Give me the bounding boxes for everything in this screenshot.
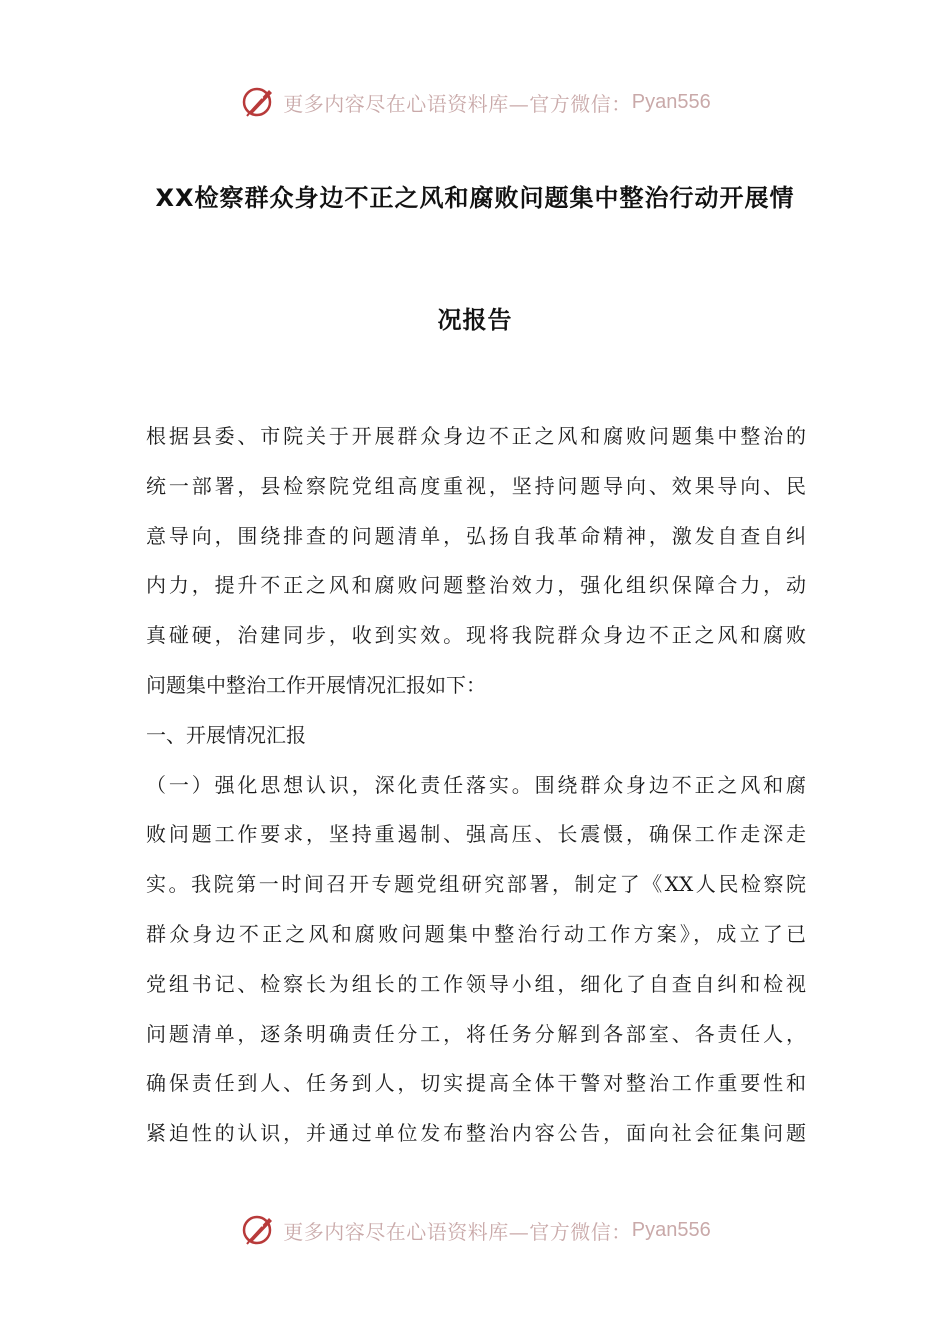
body-line: 统一部署，县检察院党组高度重视，坚持问题导向、效果导向、民 [146,473,806,498]
body-line: 确保责任到人、任务到人，切实提高全体干警对整治工作重要性和 [146,1071,806,1096]
document-title-line2: 况报告 [437,306,513,334]
section-heading: 一、开展情况汇报 [146,722,306,747]
watermark-text: 更多内容尽在心语资料库—官方微信： [283,91,632,116]
body-line: 实。我院第一时间召开专题党组研究部署，制定了《XX人民检察院 [146,872,806,897]
body-line: （一）强化思想认识，深化责任落实。围绕群众身边不正之风和腐 [146,772,806,797]
body-line: 紧迫性的认识，并通过单位发布整治内容公告，面向社会征集问题 [146,1121,806,1146]
body-line: 败问题工作要求，坚持重遏制、强高压、长震慑，确保工作走深走 [146,822,806,847]
quill-logo-icon [239,82,279,122]
body-line: 问题清单，逐条明确责任分工，将任务分解到各部室、各责任人， [146,1021,806,1046]
body-line: 根据县委、市院关于开展群众身边不正之风和腐败问题集中整治的 [146,424,806,448]
watermark-text: 更多内容尽在心语资料库—官方微信： [283,1219,632,1244]
document-title-line1: XX检察群众身边不正之风和腐败问题集中整治行动开展情 [155,184,795,212]
body-line: 内力，提升不正之风和腐败问题整治效力，强化组织保障合力，动 [146,573,806,598]
body-line: 问题集中整治工作开展情况汇报如下： [146,672,486,697]
watermark-banner-bottom [0,1208,950,1252]
body-line: 群众身边不正之风和腐败问题集中整治行动工作方案》，成立了已 [146,921,806,946]
watermark-wechat-id: Pyan556 [631,1218,711,1241]
body-line: 真碰硬，治建同步，收到实效。现将我院群众身边不正之风和腐败 [146,623,806,648]
watermark-wechat-id: Pyan556 [631,90,711,113]
watermark-banner-top [0,80,950,124]
body-line: 党组书记、检察长为组长的工作领导小组，细化了自查自纠和检视 [146,971,806,996]
quill-logo-icon [239,1210,279,1250]
body-line: 意导向，围绕排查的问题清单，弘扬自我革命精神，激发自查自纠 [146,523,806,548]
document-body [146,412,806,1159]
